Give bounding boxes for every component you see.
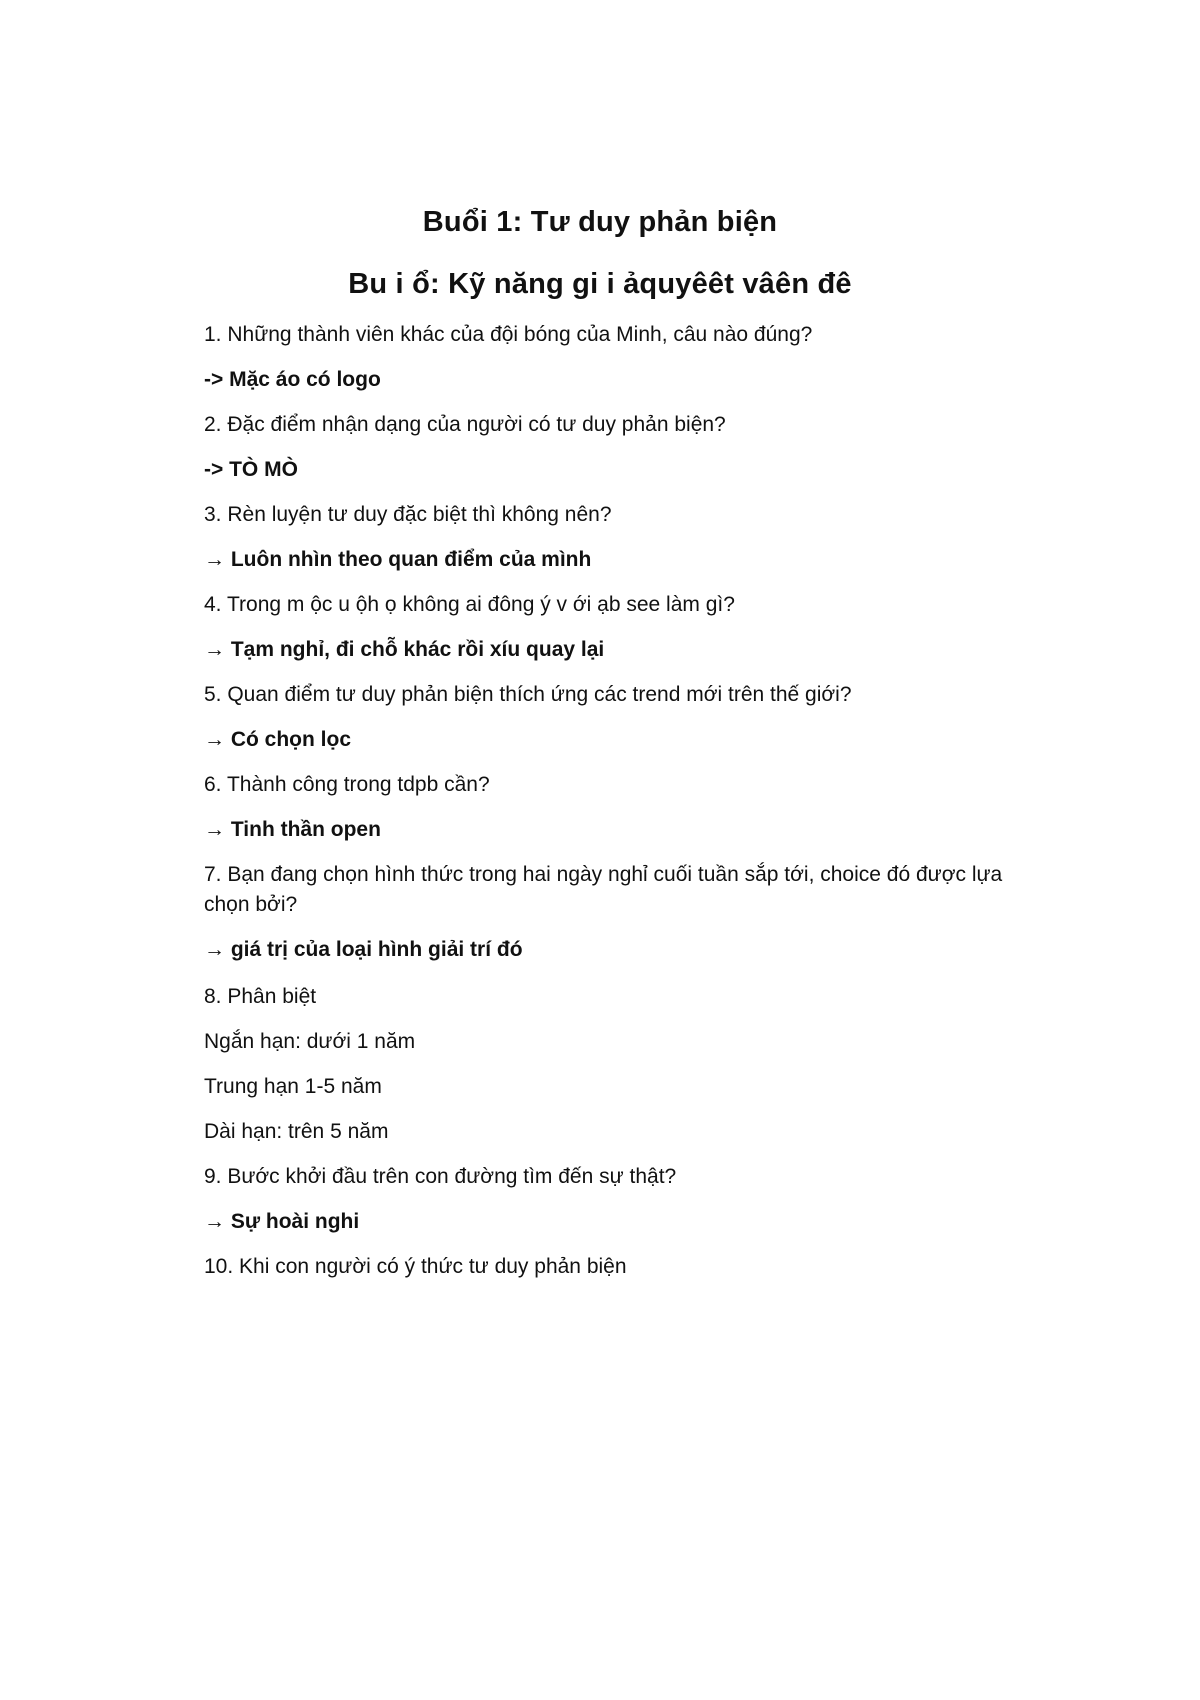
question-5: 5. Quan điểm tư duy phản biện thích ứng các trend mới trên thế giới? [204, 683, 852, 706]
answer-2: -> TÒ MÒ [204, 458, 298, 481]
page-subtitle: Bu i ổ: Kỹ năng gi i ảquyêêt vâên đê [348, 268, 852, 300]
page-title: Buổi 1: Tư duy phản biện [422, 206, 778, 238]
question-2: 2. Đặc điểm nhận dạng của người có tư duy phản biện? [204, 413, 726, 436]
question-1: 1. Những thành viên khác của đội bóng của Minh, câu nào đúng? [204, 323, 813, 346]
answer-7: → giá trị của loại hình giải trí đó [204, 938, 523, 961]
question-4: 4. Trong m ộc u ộh ọ không ai đông ý v ới ạb see làm gì? [204, 593, 735, 616]
answer-3: → Luôn nhìn theo quan điểm của mình [204, 548, 592, 571]
question-3: 3. Rèn luyện tư duy đặc biệt thì không nên? [204, 503, 612, 526]
question-9: 9. Bước khởi đầu trên con đường tìm đến sự thật? [204, 1165, 677, 1188]
question-7: 7. Bạn đang chọn hình thức trong hai ngày nghỉ cuối tuần sắp tới, choice đó được lựa chọn bởi? [204, 863, 1003, 916]
answer-1: -> Mặc áo có logo [204, 368, 381, 391]
answer-5: → Có chọn lọc [204, 728, 351, 751]
answer-6: → Tinh thần open [204, 818, 381, 841]
term-long: Dài hạn: trên 5 năm [204, 1120, 389, 1143]
answer-9: → Sự hoài nghi [204, 1210, 360, 1233]
term-short: Ngắn hạn: dưới 1 năm [204, 1030, 416, 1053]
question-8: 8. Phân biệt [204, 985, 317, 1008]
question-10: 10. Khi con người có ý thức tư duy phản biện [204, 1255, 627, 1278]
term-medium: Trung hạn 1-5 năm [204, 1075, 382, 1098]
question-6: 6. Thành công trong tdpb cần? [204, 773, 490, 796]
answer-4: → Tạm nghỉ, đi chỗ khác rồi xíu quay lại [204, 638, 605, 661]
